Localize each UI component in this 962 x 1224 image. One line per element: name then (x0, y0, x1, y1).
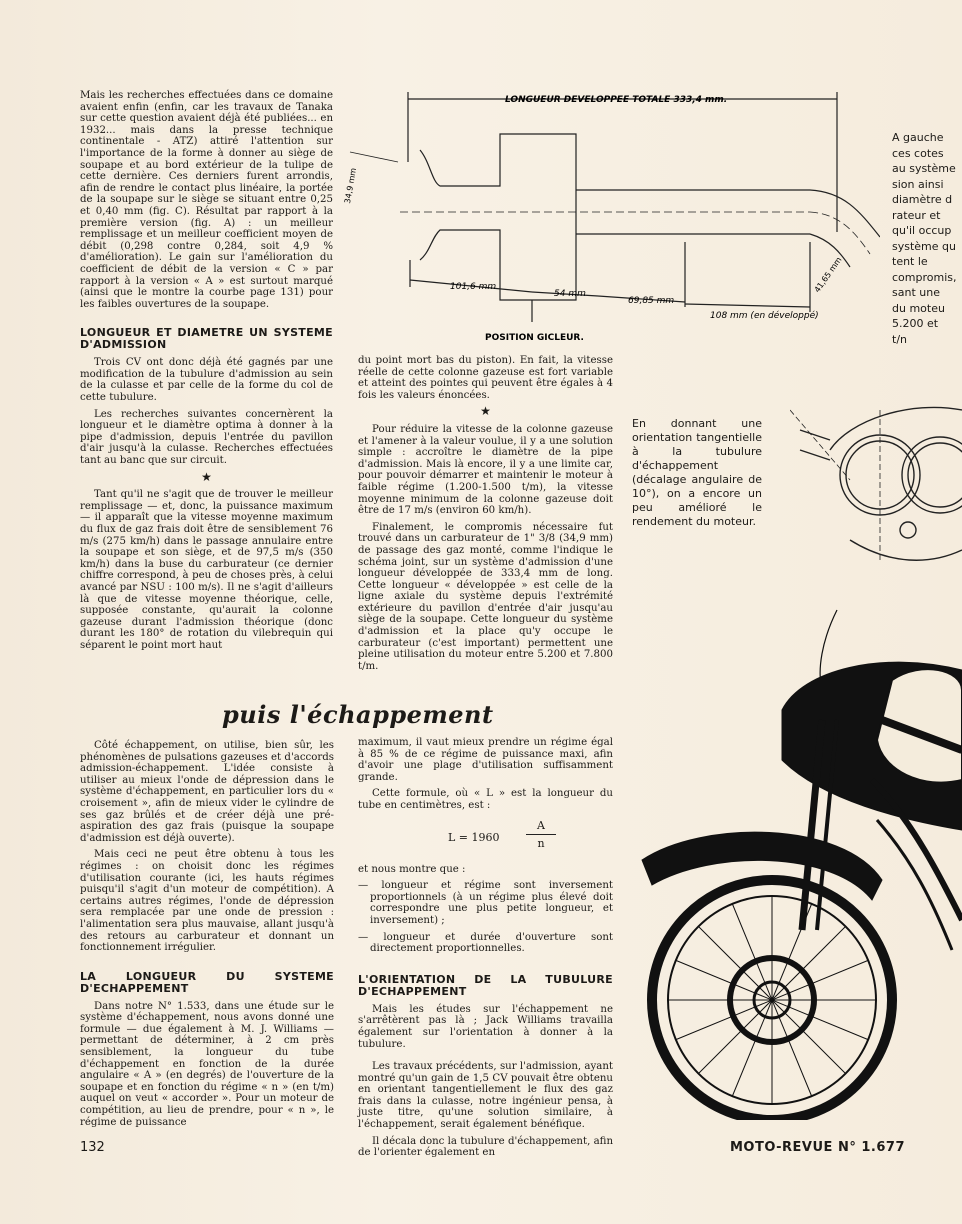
dim-108: 108 mm (en développé) (710, 311, 819, 321)
dim-54: 54 mm (554, 289, 586, 299)
dim-diam: 41,65 mm (812, 255, 844, 295)
magazine-footer: MOTO-REVUE N° 1.677 (730, 1140, 905, 1155)
paragraph: du point mort bas du piston). En fait, la vitesse réelle de cette colonne gazeuse est fort variable et atteint des pointes qui peuvent être égales à 4 fois les valeurs énoncées. (358, 355, 613, 401)
section-heading-exhaust-orientation: L'ORIENTATION DE LA TUBULURE D'ECHAPPEMENT (358, 972, 613, 998)
column-2-top (358, 355, 613, 677)
paragraph: Pour réduire la vitesse de la colonne gazeuse et l'amener à la valeur voulue, il y a une solution simple : accroître le diamètre de la pipe d'admission. Mais là encore, il y a une limite car, pour pouvoir démarrer et maintenir le moteur à faible régime (1.200-1.500 t/m), la vitesse moyenne minimum de la colonne gazeuse doit être de 17 m/s (environ 60 km/h). (358, 423, 613, 517)
star-separator: ★ (480, 404, 491, 419)
section-heading-admission: LONGUEUR ET DIAMETRE UN SYSTEME D'ADMISSION (80, 326, 333, 352)
fraction-bar (526, 834, 556, 835)
column-2-bottom (358, 737, 613, 1164)
dim-6985: 69,85 mm (628, 296, 675, 306)
paragraph: Finalement, le compromis nécessaire fut trouvé dans un carburateur de 1" 3/8 (34,9 mm) de passage des gaz monté, comme l'indique le schéma joint, sur un système d'admission d'une longueur développée de 333,4 mm de long. Cette longueur « développée » est celle de la ligne axiale du système depuis l'extrémité extérieure du pavillon d'entrée d'air jusqu'au siège de la soupape. Cette longueur du système d'admission et la place qu'y occupe le carburateur (c'est important) permettent une pleine utilisation du moteur entre 5.200 et 7.800 t/m. (358, 521, 613, 672)
star-separator: ★ (201, 469, 212, 484)
section-title: puis l'échappement (222, 700, 494, 729)
caption-line: rateur et (892, 208, 941, 222)
total-length-label: LONGUEUR DEVELOPPEE TOTALE 333,4 mm. (505, 95, 728, 105)
caption-line: t/n (892, 332, 907, 346)
paragraph: Mais ceci ne peut être obtenu à tous les régimes : on choisit donc les régimes d'utilisation courante (ici, les hauts régimes puisqu'il s'agit d'un moteur de compétition). A certains autres régimes, l'onde de dépression sera remplacée par une onde de pression : l'alimentation sera plus mauvaise, allant jusqu'à des retours au carburateur et donnant un fonctionnement irrégulier. (80, 849, 334, 954)
list-intro: et nous montre que : (358, 863, 466, 875)
paragraph: Il décala donc la tubulure d'échappement, afin de l'orienter également en (358, 1135, 613, 1159)
caption-line: qu'il occup (892, 224, 952, 237)
paragraph: Côté échappement, on utilise, bien sûr, les phénomènes de pulsations gazeuses et d'accords admission-échappement. L'idée consiste à utiliser au mieux l'onde de dépression dans le système d'échappement, en particulier lors du « croisement », afin de mieux vider le cylindre de ses gaz brûlés et de créer déjà une pré-aspiration des gaz frais (puisque la soupape d'admission est déjà ouverte). (80, 740, 334, 844)
formula-lhs: L = 1960 (448, 830, 500, 844)
paragraph: Dans notre N° 1.533, dans une étude sur le système d'échappement, nous avons donné une formule — due également à M. J. Williams — permettant de déterminer, à 2 cm près sensiblement, la longueur du tube d'échappement en fonction de la durée angulaire « A » (en degrés) de l'ouverture de la soupape et en fonction du régime « n » (en t/m) auquel on veut « accorder ». Pour un moteur de compétition, au lieu de prendre, pour « n », le régime de puissance (80, 1000, 334, 1128)
caption-line: tent le (892, 255, 928, 268)
height-dim: 34,9 mm (343, 167, 359, 205)
column-1-bottom (80, 740, 334, 1133)
list-item: — longueur et régime sont inversement proportionnels (à un régime plus élevé doit correspondre une plus petite longueur, et inversement) ; (358, 880, 613, 926)
caption-line: A gauche (892, 131, 944, 144)
motorcycle-illustration (622, 600, 962, 1120)
formula (438, 820, 613, 854)
caption-line: sion ainsi (892, 177, 944, 191)
paragraph: Les recherches suivantes concernèrent la longueur et le diamètre optima à donner à la pipe d'admission, depuis l'entrée du pavillon d'air jusqu'à la culasse. Recherches effectuées tant au banc que sur circuit. (80, 408, 333, 467)
formula-numerator: A (537, 818, 545, 832)
intake-diagram (340, 82, 880, 352)
paragraph: Mais les études sur l'échappement ne s'arrêtèrent pas là ; Jack Williams travailla également sur l'orientation à donner à la tubulure. (358, 1003, 613, 1050)
list-item: — longueur et durée d'ouverture sont directement proportionnelles. (358, 931, 613, 955)
caption-line: système qu (892, 239, 956, 253)
formula-fraction (526, 820, 556, 850)
paragraph: maximum, il vaut mieux prendre un régime égal à 85 % de ce régime de puissance maxi, afin d'avoir une plage d'utilisation suffisamment grande. (358, 737, 613, 783)
caption-line: ces cotes (892, 146, 944, 160)
side-caption (892, 130, 962, 347)
cylinder-head-caption: En donnant une orientation tangentielle à la tubulure d'échappement (décalage angulaire de 10°), on a encore un peu amélioré le rendement du moteur. (632, 417, 762, 528)
caption-line: 5.200 et (892, 317, 939, 330)
paragraph: Tant qu'il ne s'agit que de trouver le meilleur remplissage — et, donc, la puissance maximum — il apparaît que la vitesse moyenne maximum du flux de gaz frais doit être de sensiblement 76 m/s (275 km/h) dans le passage annulaire entre la soupape et son siège, et de 97,5 m/s (350 km/h) dans la buse du carburateur (ce dernier chiffre correspond, à peu de choses près, à celui avancé par NSU : 100 m/s). Il ne s'agit d'ailleurs là que de vitesse moyenne théorique, celle, supposée constante, qu'aurait la colonne gazeuse durant l'admission théorique (donc durant les 180° de rotation du vilebrequin qui séparent le point mort haut (80, 489, 333, 651)
caption-line: au système (892, 162, 956, 175)
section-heading-exhaust-length: LA LONGUEUR DU SYSTEME D'ECHAPPEMENT (80, 969, 334, 995)
cylinder-head-drawing (790, 390, 962, 570)
caption-line: compromis, (892, 270, 957, 284)
column-1-top (80, 90, 333, 657)
paragraph: Trois CV ont donc déjà été gagnés par une modification de la tubulure d'admission au sein de la culasse et par celle de la forme du col de cette tubulure. (80, 357, 333, 404)
formula-denominator: n (537, 837, 545, 851)
caption-line: sant une (892, 286, 940, 299)
gicleur-label: POSITION GICLEUR. (485, 333, 584, 343)
intro-paragraph: Mais les recherches effectuées dans ce domaine avaient enfin (enfin, car les travaux de Tanaka sur cette question avaient déjà été publiées... en 1932... mais dans la presse technique continentale - ATZ) attiré l'attention sur l'importance de la forme à donner au siège de soupape et au bord extérieur de la tulipe de cette dernière. Ces derniers furent arrondis, afin de rendre le contact plus linéaire, la portée de la soupape sur le siège se situant entre 0,25 et 0,40 mm (fig. C). Résultat par rapport à la première version (fig. A) : un meilleur remplissage et un meilleur coefficient moyen de débit (0,298 contre 0,284, soit 4,9 % d'amélioration). Le gain sur l'amélioration du coefficient de débit de la version « C » par rapport à la version « A » est surtout marqué (ainsi que le montre la courbe page 131) pour les faibles ouvertures de la soupape. (80, 90, 333, 310)
dim-101: 101,6 mm (450, 282, 497, 292)
caption-line: du moteu (892, 301, 945, 315)
caption-line: diamètre d (892, 193, 953, 206)
page-number: 132 (80, 1140, 105, 1155)
paragraph: Les travaux précédents, sur l'admission, ayant montré qu'un gain de 1,5 CV pouvait être obtenu en orientant tangentiellement le flux des gaz frais dans la culasse, notre ingénieur pensa, à juste titre, qu'une solution similaire, à l'échappement, serait également bénéfique. (358, 1061, 613, 1131)
paragraph: Cette formule, où « L » est la longueur du tube en centimètres, est : (358, 788, 613, 811)
